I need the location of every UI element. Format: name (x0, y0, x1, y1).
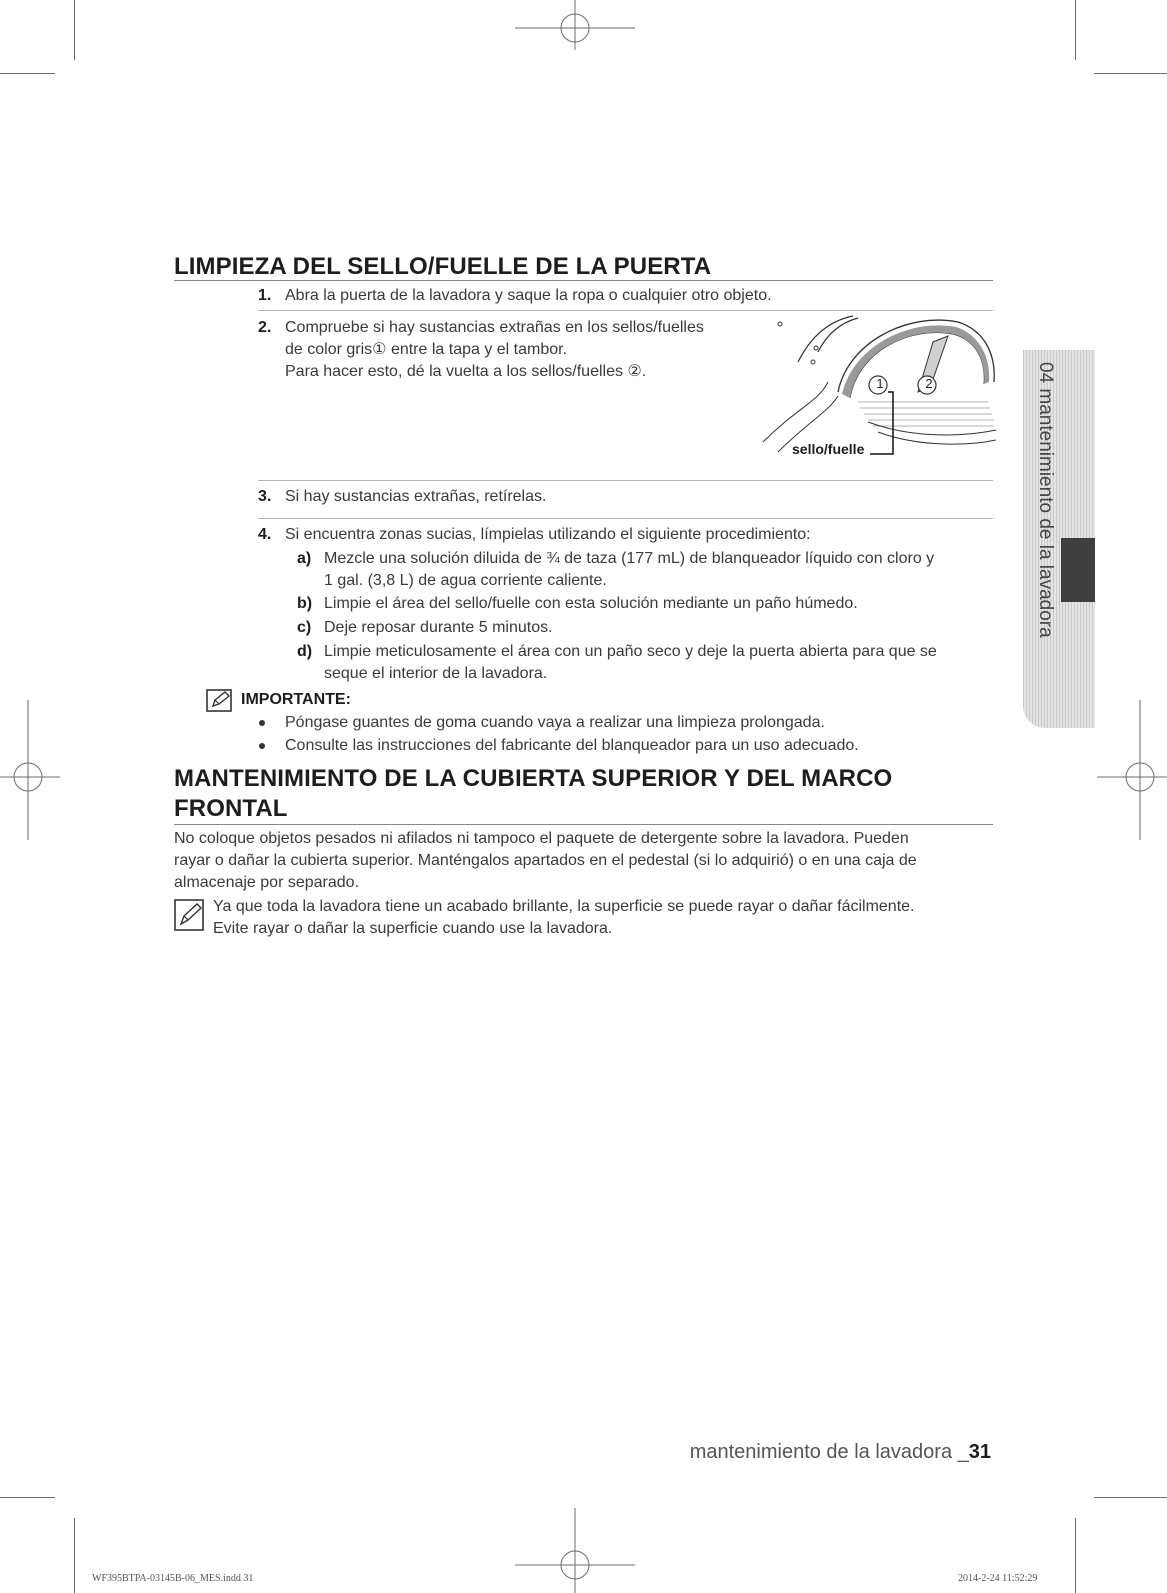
section-title-door-seal: LIMPIEZA DEL SELLO/FUELLE DE LA PUERTA (174, 253, 712, 280)
substep-text-line: Mezcle una solución diluida de ¾ de taza (177 mL) de blanqueador líquido con cloro y (324, 550, 935, 567)
note-text-line: Evite rayar o dañar la superficie cuando use la lavadora. (213, 920, 613, 937)
paragraph-line: almacenaje por separado. (174, 874, 360, 891)
step-divider (258, 518, 993, 519)
figure-label-seal: sello/fuelle (792, 441, 865, 457)
substep-text (324, 617, 553, 639)
substep-label: a) (297, 550, 312, 567)
registration-mark-left (0, 700, 60, 840)
step-text: Si encuentra zonas sucias, límpielas utilizando el siguiente procedimiento: (285, 526, 811, 543)
step-number: 3. (258, 488, 272, 505)
important-bullet-text: Póngase guantes de goma cuando vaya a realizar una limpieza prolongada. (285, 714, 825, 731)
page-footer (690, 1441, 991, 1464)
step-text: Abra la puerta de la lavadora y saque la ropa o cualquier otro objeto. (285, 287, 772, 304)
substep-text-line: Deje reposar durante 5 minutos. (324, 619, 553, 636)
paragraph-line: rayar o dañar la cubierta superior. Manténgalos apartados en el pedestal (si lo adquirió) o en una caja de (174, 852, 917, 869)
note-text-line: Ya que toda la lavadora tiene un acabado brillante, la superficie se puede rayar o dañar fácilmente. (213, 898, 915, 915)
crop-mark-bottom-right-vertical (1075, 1518, 1076, 1593)
print-date-info: 2014-2-24 11:52:29 (958, 1573, 1038, 1584)
registration-mark-bottom (515, 1508, 635, 1593)
important-label: IMPORTANTE: (241, 691, 351, 708)
section-title-rule (174, 824, 993, 825)
callout-2: 2 (925, 376, 933, 391)
print-file-info: WF395BTPA-03145B-06_MES.indd 31 (92, 1573, 254, 1584)
crop-mark-top-left-vertical (74, 0, 75, 60)
chapter-side-tab-marker (1061, 538, 1095, 602)
substep-text (324, 548, 934, 592)
substep-text-line: 1 gal. (3,8 L) de agua corriente caliente. (324, 572, 607, 589)
substep-text (324, 593, 858, 615)
bullet (259, 720, 265, 726)
chapter-side-tab-text: 04 mantenimiento de la lavadora (1035, 362, 1056, 638)
substep-text-line: Limpie el área del sello/fuelle con esta solución mediante un paño húmedo. (324, 595, 858, 612)
paragraph-line: No coloque objetos pesados ni afilados ni tampoco el paquete de detergente sobre la lavadora. Pueden (174, 830, 909, 847)
substep-text-line: seque el interior de la lavadora. (324, 665, 548, 682)
crop-mark-top-right-horizontal (1094, 73, 1167, 74)
crop-mark-top-right-vertical (1075, 0, 1076, 60)
callout-1: 1 (876, 376, 884, 391)
substep-label: b) (297, 595, 313, 612)
step-text-line: de color gris① entre la tapa y el tambor. (285, 341, 568, 358)
footer-section-name: mantenimiento de la lavadora _ (689, 1441, 969, 1463)
substep-label: d) (297, 643, 313, 660)
bullet (259, 743, 265, 749)
step-divider (258, 310, 993, 311)
step-number: 4. (258, 526, 272, 543)
page-number: 31 (968, 1441, 991, 1463)
substep-text (324, 641, 937, 685)
substep-label: c) (297, 619, 312, 636)
note-pencil-icon (205, 688, 235, 714)
crop-mark-bottom-left-horizontal (0, 1497, 55, 1498)
substep-text-line: Limpie meticulosamente el área con un paño seco y deje la puerta abierta para que se (324, 643, 937, 660)
step-number: 1. (258, 287, 272, 304)
note-text (213, 896, 915, 940)
crop-mark-bottom-right-horizontal (1094, 1497, 1167, 1498)
note-pencil-icon (173, 898, 207, 934)
important-bullet-text: Consulte las instrucciones del fabricante del blanqueador para un uso adecuado. (285, 737, 859, 754)
registration-mark-top (515, 0, 635, 50)
step-text-line: Compruebe si hay sustancias extrañas en los sellos/fuelles (285, 319, 704, 336)
step-text-line: Para hacer esto, dé la vuelta a los sellos/fuelles ②. (285, 363, 647, 380)
crop-mark-bottom-left-vertical (74, 1518, 75, 1593)
step-text (285, 317, 704, 383)
section-title-line: FRONTAL (174, 795, 288, 822)
step-divider (258, 480, 993, 481)
section-paragraph (174, 828, 917, 894)
section-title-top-cover (174, 764, 892, 824)
section-title-rule (174, 280, 993, 281)
step-number: 2. (258, 319, 272, 336)
registration-mark-right (1097, 700, 1167, 840)
step-text: Si hay sustancias extrañas, retírelas. (285, 488, 547, 505)
crop-mark-top-left-horizontal (0, 73, 55, 74)
section-title-line: MANTENIMIENTO DE LA CUBIERTA SUPERIOR Y DEL MARCO (174, 765, 893, 792)
